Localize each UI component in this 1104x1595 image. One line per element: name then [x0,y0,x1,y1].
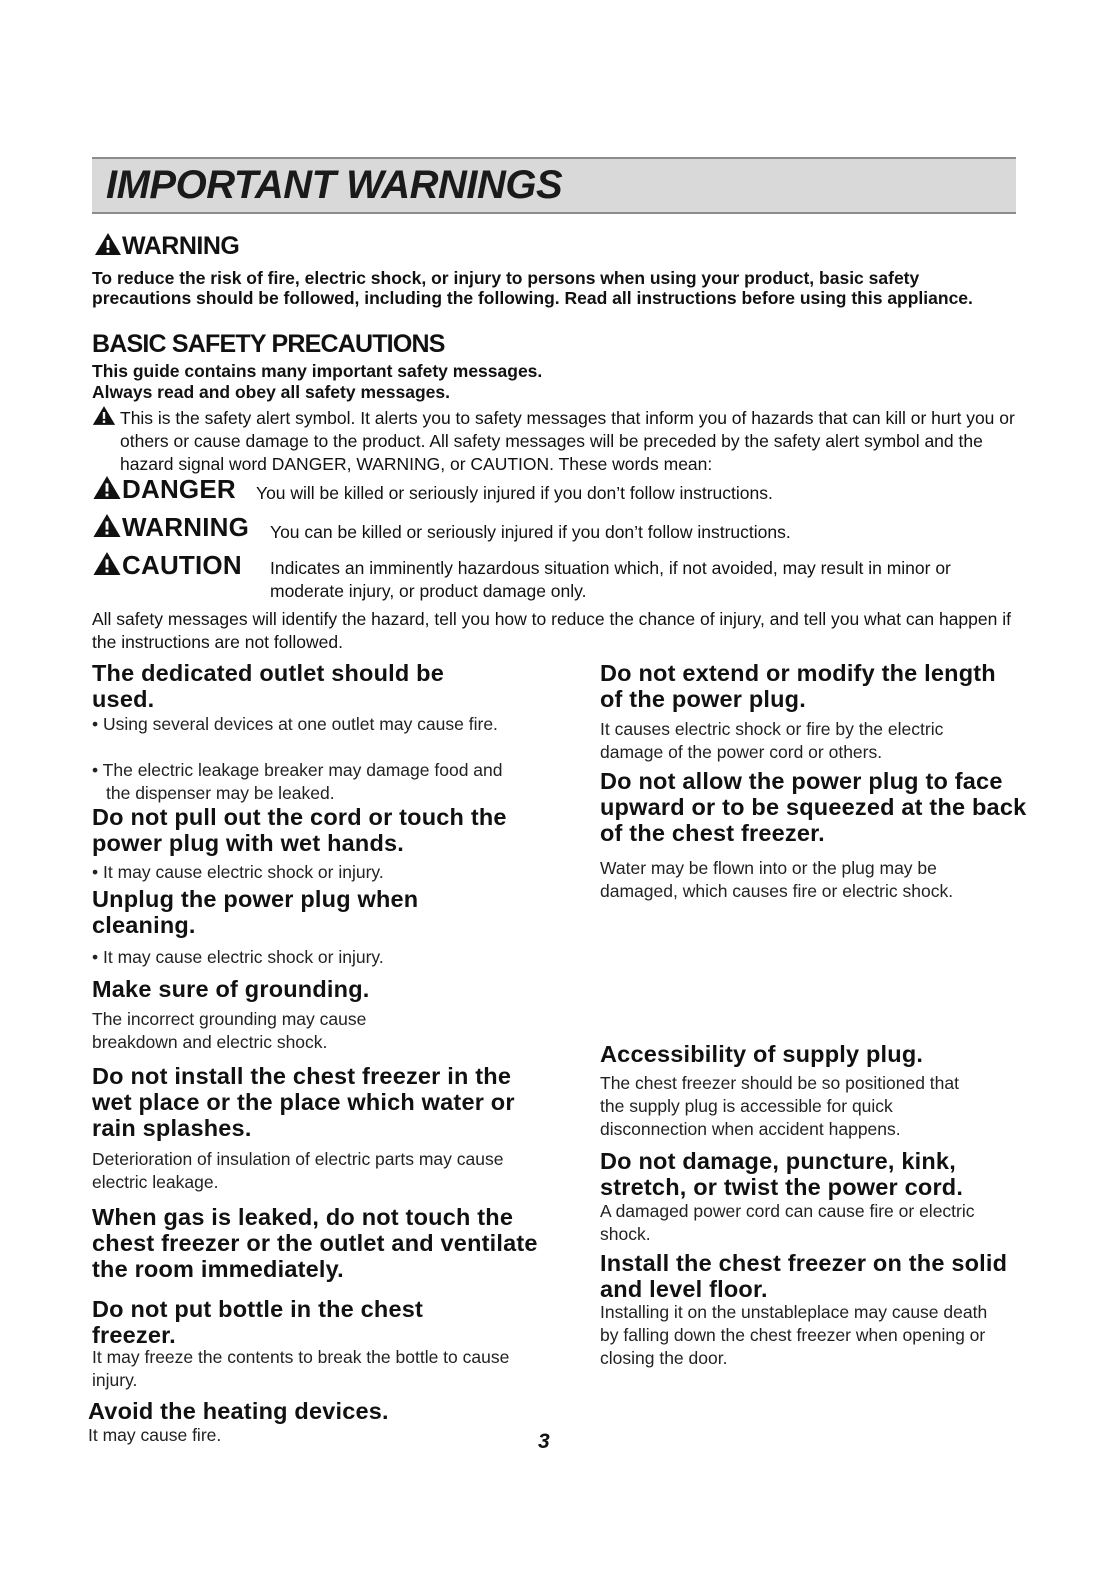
caution-word: CAUTION [122,550,242,580]
caution-triangle-icon [92,551,122,576]
danger-description: You will be killed or seriously injured if you don’t follow instructions. [256,483,773,503]
danger-word: DANGER [122,474,236,504]
left-s1-bullet-2: • The electric leakage breaker may damage food and the dispenser may be leaked. [92,760,503,803]
left-s7-text: It may freeze the contents to break the bottle to cause injury. [92,1347,510,1390]
left-s4-title: Make sure of grounding. [92,976,370,1002]
right-s4-title: Do not damage, puncture, kink, stretch, or twist the power cord. [600,1148,964,1200]
left-s3-title: Unplug the power plug when cleaning. [92,886,419,938]
warning-signal-triangle-icon [92,513,122,538]
caution-description: Indicates an imminently hazardous situation which, if not avoided, may result in minor or moderate injury, or product damage only. [270,558,951,601]
caution-signal [92,550,242,581]
warning-word: WARNING [122,512,250,542]
warning-heading [94,232,239,261]
left-s4-text: The incorrect grounding may cause breakdown and electric shock. [92,1009,367,1052]
right-s2-text: Water may be flown into or the plug may be damaged, which causes fire or electric shock. [600,858,954,901]
guide-line-1: This guide contains many important safety messages. [92,361,543,381]
safety-alert-icon [92,405,116,426]
warning-heading-label: WARNING [122,232,240,260]
intro-text: To reduce the risk of fire, electric shock, or injury to persons when using your product, basic safety precautions should be followed, including the following. Read all instructions before using this appliance. [92,268,973,308]
right-s5-text: Installing it on the unstableplace may cause death by falling down the chest freezer when opening or closing the door. [600,1302,988,1368]
basic-safety-guide [92,361,542,403]
left-s7-title: Do not put bottle in the chest freezer. [92,1296,424,1348]
left-s8-text: It may cause fire. [88,1425,222,1445]
left-s5-text: Deterioration of insulation of electric parts may cause electric leakage. [92,1149,504,1192]
guide-line-2: Always read and obey all safety messages. [92,382,450,402]
warning-signal [92,512,249,543]
left-s1-title: The dedicated outlet should be used. [92,660,444,712]
left-s5-title: Do not install the chest freezer in the wet place or the place which water or rain splashes. [92,1063,515,1141]
left-s2-title: Do not pull out the cord or touch the power plug with wet hands. [92,804,507,856]
basic-safety-title: BASIC SAFETY PRECAUTIONS [92,330,445,358]
page-number: 3 [538,1430,550,1453]
left-s1-bullet-1: • Using several devices at one outlet may cause fire. [92,714,498,734]
page-title: IMPORTANT WARNINGS [106,163,563,207]
right-s3-title: Accessibility of supply plug. [600,1041,924,1067]
left-s6-title: When gas is leaked, do not touch the chest freezer or the outlet and ventilate the room immediately. [92,1204,538,1282]
right-s4-text: A damaged power cord can cause fire or electric shock. [600,1201,975,1244]
right-s1-text: It causes electric shock or fire by the electric damage of the power cord or others. [600,719,944,762]
warning-triangle-icon [94,232,122,256]
left-s3-bullet-1: • It may cause electric shock or injury. [92,947,384,967]
danger-triangle-icon [92,475,122,500]
warning-description: You can be killed or seriously injured if you don’t follow instructions. [270,522,791,542]
alert-symbol-text: This is the safety alert symbol. It alerts you to safety messages that inform you of hazards that can kill or hurt you or others or cause damage to the product. All safety messages will be preceded by the safety alert symbol and the hazard signal word DANGER, WARNING, or CAUTION. These words mean: [120,408,1015,474]
right-s1-title: Do not extend or modify the length of the power plug. [600,660,996,712]
all-safety-messages: All safety messages will identify the hazard, tell you how to reduce the chance of injury, and tell you what can happen if the instructions are not followed. [92,609,1011,652]
right-s5-title: Install the chest freezer on the solid and level floor. [600,1250,1008,1302]
right-s3-text: The chest freezer should be so positioned that the supply plug is accessible for quick disconnection when accident happens. [600,1073,959,1139]
left-s2-bullet-1: • It may cause electric shock or injury. [92,862,384,882]
right-s2-title: Do not allow the power plug to face upward or to be squeezed at the back of the chest freezer. [600,768,1027,846]
left-s8-title: Avoid the heating devices. [88,1398,389,1424]
danger-signal [92,474,236,505]
title-banner [92,157,1016,214]
